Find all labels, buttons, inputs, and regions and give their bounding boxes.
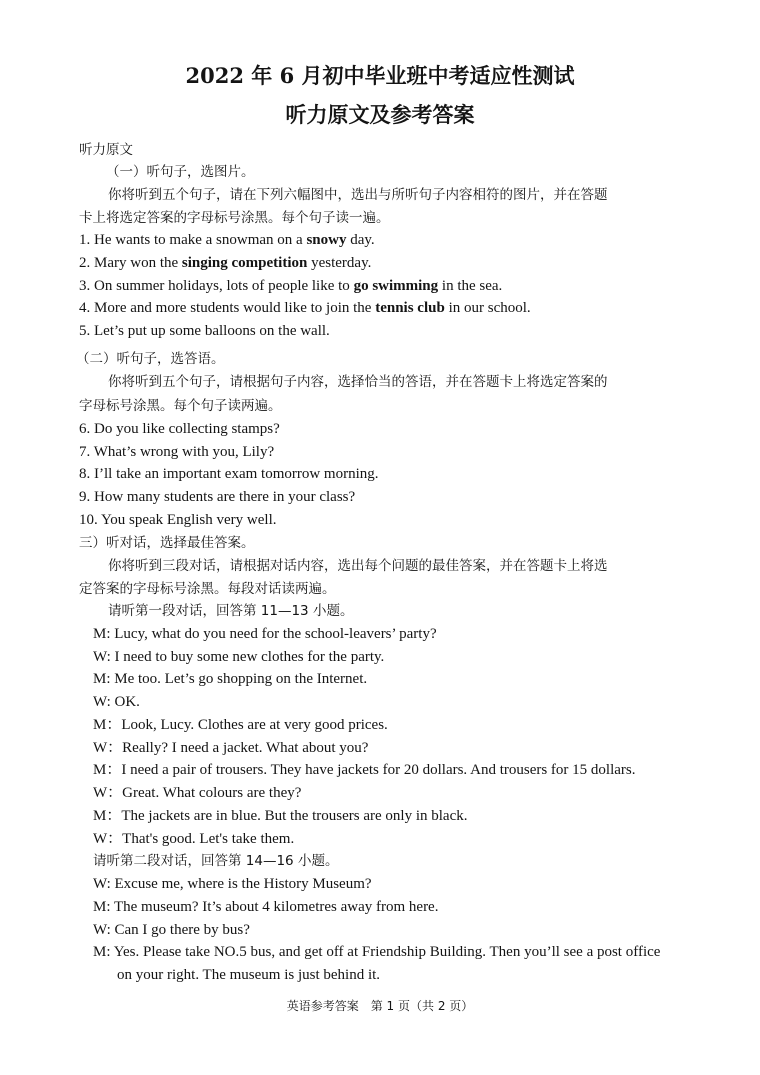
question-item: 10. You speak English very well. (79, 512, 277, 528)
dialogue-line: W：Great. What colours are they? (93, 785, 302, 801)
question-item: 4. More and more students would like to join the tennis club in our school. (79, 300, 531, 316)
dialogue-line: on your right. The museum is just behind it. (117, 967, 381, 983)
section2-title: （二）听句子，选答语。 (76, 351, 225, 367)
document-title: 2022 年 6 月初中毕业班中考适应性测试 (185, 63, 575, 88)
question-item: 6. Do you like collecting stamps? (79, 421, 280, 437)
section3-title: 三）听对话，选择最佳答案。 (79, 535, 255, 551)
dialogue-line: M: Yes. Please take NO.5 bus, and get off at Friendship Building. Then you’ll see a post office (93, 944, 661, 960)
dialogue-line: M: Lucy, what do you need for the school-leavers’ party? (93, 626, 437, 642)
dialogue-line: M: Me too. Let’s go shopping on the Internet. (93, 671, 368, 687)
section2-instruction-cont: 字母标号涂黑。每个句子读两遍。 (79, 398, 282, 414)
dialogue-line: M: The museum? It’s about 4 kilometres away from here. (93, 899, 439, 915)
question-item: 9. How many students are there in your class? (79, 489, 356, 505)
section1-instruction-cont: 卡上将选定答案的字母标号涂黑。每个句子读一遍。 (79, 210, 390, 226)
dialogue-line: M：The jackets are in blue. But the trousers are only in black. (93, 808, 468, 824)
page-footer: 英语参考答案 第 1 页（共 2 页） (286, 999, 474, 1013)
section3-instruction-cont: 定答案的字母标号涂黑。每段对话读两遍。 (79, 581, 336, 597)
dialogue-line: W: OK. (93, 694, 140, 710)
question-item: 3. On summer holidays, lots of people like to go swimming in the sea. (79, 278, 503, 294)
question-item: 5. Let’s put up some balloons on the wall. (79, 323, 330, 339)
dialogue-line: M：I need a pair of trousers. They have jackets for 20 dollars. And trousers for 15 dollars. (93, 762, 636, 778)
question-item: 8. I’ll take an important exam tomorrow morning. (79, 466, 379, 482)
dialogue-line: W: I need to buy some new clothes for the party. (93, 649, 385, 665)
section2-instruction: 你将听到五个句子，请根据句子内容，选择恰当的答语，并在答题卡上将选定答案的 (108, 374, 608, 390)
question-item: 2. Mary won the singing competition yesterday. (79, 255, 372, 271)
section-heading: 听力原文 (79, 142, 133, 158)
question-item: 1. He wants to make a snowman on a snowy day. (79, 232, 375, 248)
dialogue-intro: 请听第一段对话，回答第 11—13 小题。 (108, 603, 354, 619)
section1-title: （一）听句子，选图片。 (106, 164, 255, 180)
document-subtitle: 听力原文及参考答案 (285, 102, 475, 127)
dialogue-line: W: Can I go there by bus? (93, 922, 250, 938)
dialogue-line: W：That's good. Let's take them. (93, 831, 295, 847)
dialogue-intro: 请听第二段对话，回答第 14—16 小题。 (93, 853, 339, 869)
section3-instruction: 你将听到三段对话，请根据对话内容，选出每个问题的最佳答案，并在答题卡上将选 (108, 558, 608, 574)
dialogue-line: M：Look, Lucy. Clothes are at very good prices. (93, 717, 388, 733)
section1-instruction: 你将听到五个句子，请在下列六幅图中，选出与所听句子内容相符的图片，并在答题 (108, 187, 608, 203)
question-item: 7. What’s wrong with you, Lily? (79, 444, 275, 460)
dialogue-line: W：Really? I need a jacket. What about you? (93, 740, 369, 756)
dialogue-line: W: Excuse me, where is the History Museum? (93, 876, 372, 892)
